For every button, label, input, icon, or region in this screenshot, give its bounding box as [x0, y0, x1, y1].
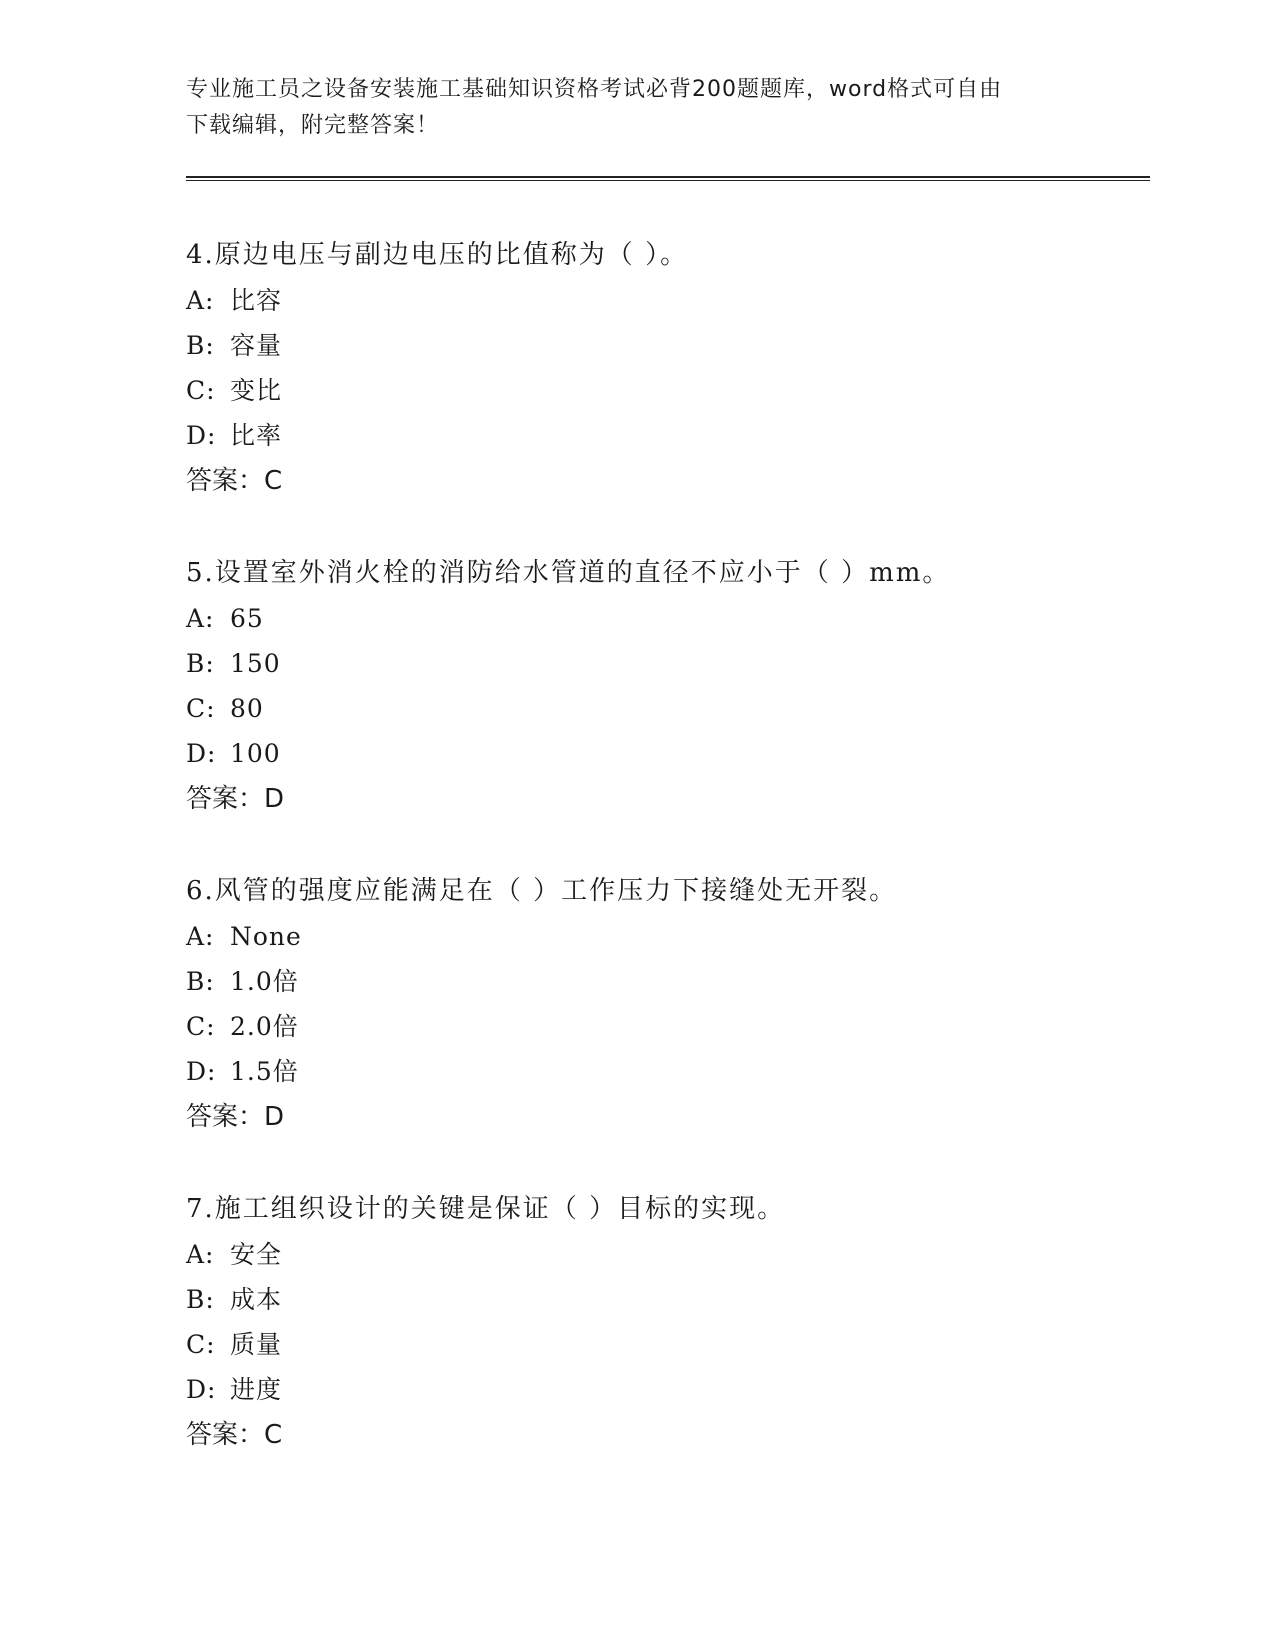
option-letter: C:	[186, 1330, 216, 1359]
option-letter: B:	[186, 649, 215, 678]
question-4	[186, 232, 1146, 550]
option-d	[186, 731, 1146, 776]
option-b	[186, 1277, 1146, 1322]
option-text: 成本	[230, 1285, 283, 1314]
option-text: 安全	[230, 1240, 283, 1269]
question-text: 4.原边电压与副边电压的比值称为（ ）。	[186, 240, 689, 270]
option-letter: C:	[186, 376, 216, 405]
answer-label: 答案：	[186, 784, 265, 814]
option-letter: B:	[186, 967, 215, 996]
header-line-2: 下载编辑，附完整答案！	[186, 113, 440, 138]
option-letter: A:	[186, 286, 215, 315]
option-letter: C:	[186, 694, 216, 723]
option-b	[186, 641, 1146, 686]
option-text: 65	[230, 604, 264, 633]
option-text: 150	[230, 649, 281, 678]
option-c	[186, 686, 1146, 731]
option-letter: B:	[186, 331, 215, 360]
question-7	[186, 1186, 1146, 1504]
answer-value: C	[264, 1420, 283, 1450]
option-letter: A:	[186, 922, 215, 951]
header-line-1: 专业施工员之设备安装施工基础知识资格考试必背200题题库，word格式可自由	[186, 77, 1003, 102]
option-a	[186, 596, 1146, 641]
option-text: 1.5倍	[230, 1057, 299, 1086]
document-page	[186, 0, 1146, 1650]
answer-label: 答案：	[186, 466, 265, 496]
option-text: 质量	[230, 1330, 283, 1359]
option-letter: A:	[186, 604, 215, 633]
option-letter: D:	[186, 1057, 217, 1086]
option-text: 比容	[230, 286, 283, 315]
question-6	[186, 868, 1146, 1186]
question-text: 6.风管的强度应能满足在（ ）工作压力下接缝处无开裂。	[186, 876, 898, 906]
option-a	[186, 278, 1146, 323]
option-c	[186, 1004, 1146, 1049]
option-text: 比率	[230, 421, 283, 450]
option-letter: B:	[186, 1285, 215, 1314]
option-text: 1.0倍	[230, 967, 299, 996]
option-text: 100	[230, 739, 281, 768]
answer-line	[186, 1094, 1146, 1140]
document-header	[186, 72, 1066, 144]
option-letter: A:	[186, 1240, 215, 1269]
option-d	[186, 1049, 1146, 1094]
question-text: 5.设置室外消火栓的消防给水管道的直径不应小于（ ）mm。	[186, 558, 951, 588]
answer-value: D	[264, 1102, 285, 1132]
option-text: 80	[230, 694, 264, 723]
option-text: 变比	[230, 376, 283, 405]
option-b	[186, 959, 1146, 1004]
answer-value: C	[264, 466, 283, 496]
header-divider	[186, 176, 1150, 181]
option-a	[186, 914, 1146, 959]
answer-label: 答案：	[186, 1420, 265, 1450]
option-text: 2.0倍	[230, 1012, 299, 1041]
question-list	[186, 232, 1146, 1504]
option-letter: D:	[186, 421, 217, 450]
option-a	[186, 1232, 1146, 1277]
answer-line	[186, 1412, 1146, 1458]
answer-label: 答案：	[186, 1102, 265, 1132]
option-d	[186, 413, 1146, 458]
option-c	[186, 368, 1146, 413]
option-text: 进度	[230, 1375, 283, 1404]
option-letter: D:	[186, 739, 217, 768]
option-letter: D:	[186, 1375, 217, 1404]
option-text: 容量	[230, 331, 283, 360]
question-5	[186, 550, 1146, 868]
option-c	[186, 1322, 1146, 1367]
question-text: 7.施工组织设计的关键是保证（ ）目标的实现。	[186, 1194, 786, 1224]
answer-line	[186, 776, 1146, 822]
option-d	[186, 1367, 1146, 1412]
option-b	[186, 323, 1146, 368]
answer-value: D	[264, 784, 285, 814]
option-text: None	[230, 922, 302, 951]
answer-line	[186, 458, 1146, 504]
option-letter: C:	[186, 1012, 216, 1041]
